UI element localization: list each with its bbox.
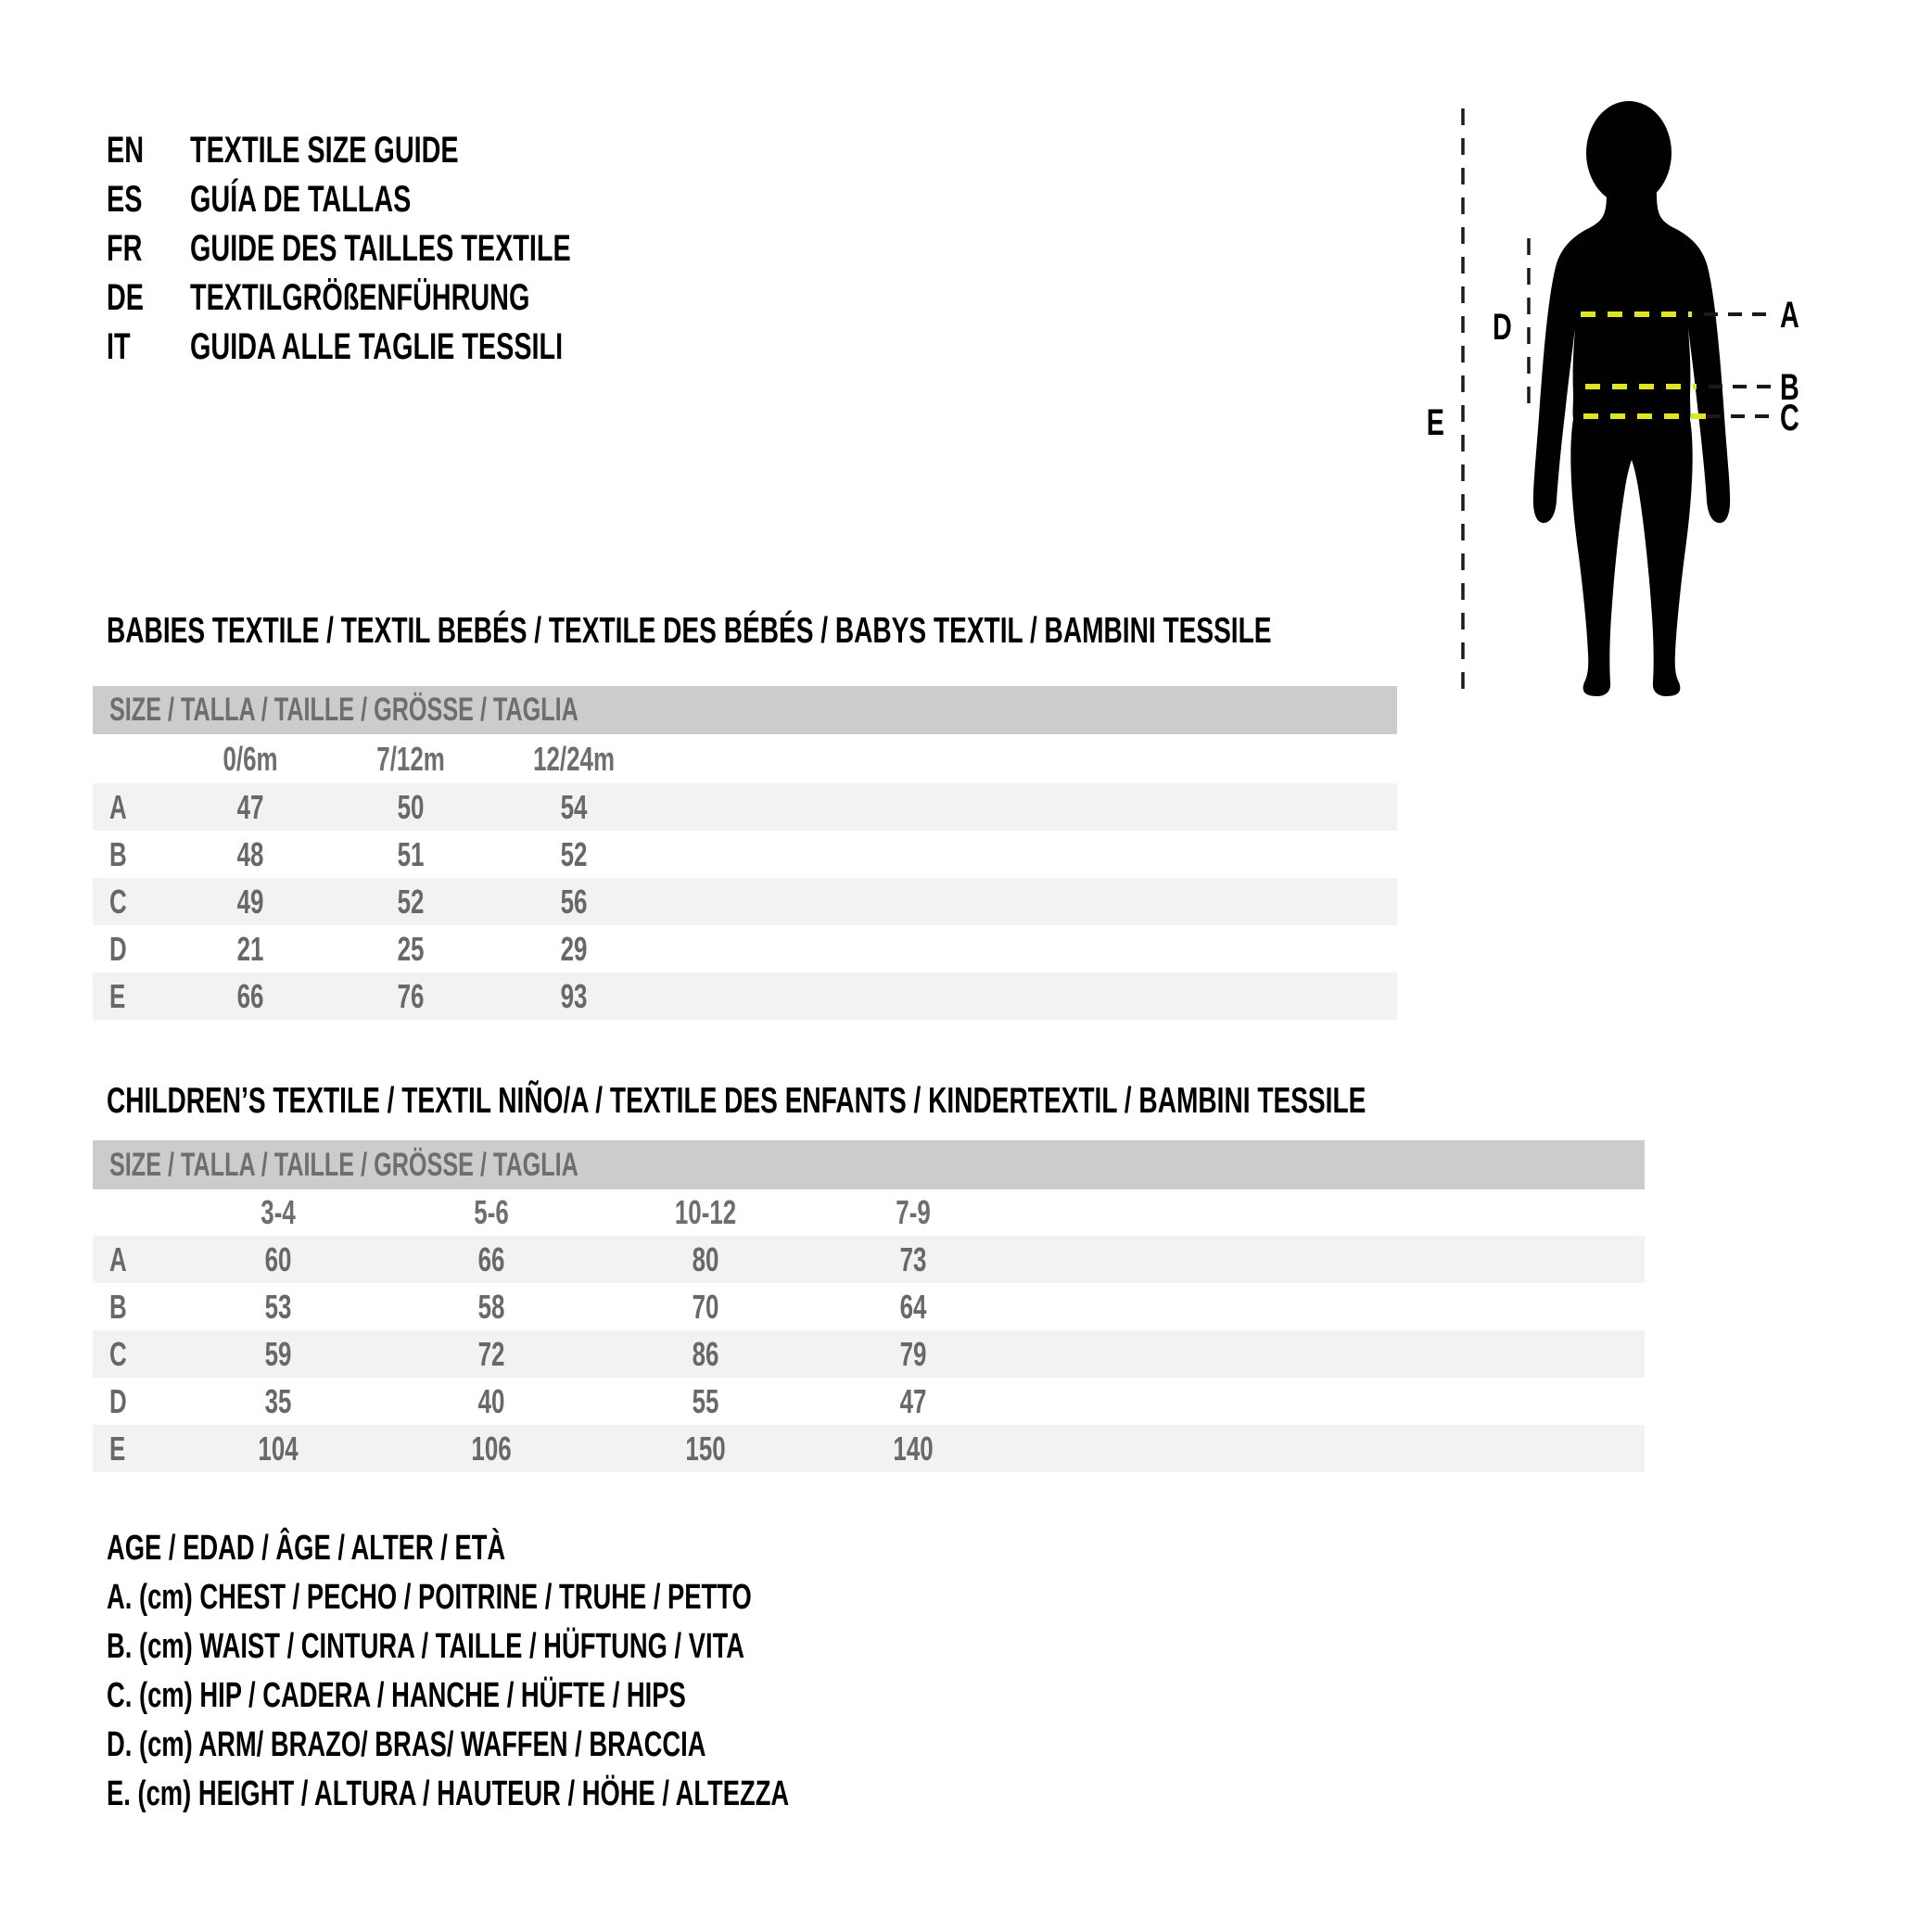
measure-label-waist: B <box>1779 367 1799 408</box>
children-size-header-bar: SIZE / TALLA / TAILLE / GRÖSSE / TAGLIA <box>93 1140 1645 1189</box>
table-row: C 59 72 86 79 <box>93 1330 1645 1378</box>
table-row: C 49 52 56 <box>93 878 1397 925</box>
lang-code-es: ES <box>107 179 143 220</box>
table-row: A 60 66 80 73 <box>93 1236 1645 1283</box>
lang-title-en: TEXTILE SIZE GUIDE <box>190 130 459 171</box>
children-section-title: CHILDREN’S TEXTILE / TEXTIL NIÑO/A / TEXTILE DES ENFANTS / KINDERTEXTIL / BAMBINI TESSILE <box>107 1081 1366 1121</box>
lang-title-es: GUÍA DE TALLAS <box>190 179 412 220</box>
lang-code-de: DE <box>107 277 145 318</box>
legend-waist: B. (cm) WAIST / CINTURA / TAILLE / HÜFTUNG / VITA <box>107 1627 745 1666</box>
legend-arm: D. (cm) ARM/ BRAZO/ BRAS/ WAFFEN / BRACCIA <box>107 1725 706 1764</box>
children-column-header-row <box>93 1189 1645 1236</box>
babies-col-12-24m: 12/24m <box>533 739 615 778</box>
lang-code-en: EN <box>107 130 145 171</box>
legend-height: E. (cm) HEIGHT / ALTURA / HAUTEUR / HÖHE / ALTEZZA <box>107 1774 790 1813</box>
lang-code-fr: FR <box>107 228 143 269</box>
legend-chest: A. (cm) CHEST / PECHO / POITRINE / TRUHE / PETTO <box>107 1578 752 1617</box>
lang-title-it: GUIDA ALLE TAGLIE TESSILI <box>190 326 564 367</box>
babies-col-7-12m: 7/12m <box>376 739 445 778</box>
babies-size-header-bar: SIZE / TALLA / TAILLE / GRÖSSE / TAGLIA <box>93 686 1397 734</box>
children-col-5-6: 5-6 <box>474 1193 509 1231</box>
silhouette-head <box>1586 101 1671 205</box>
babies-col-0-6m: 0/6m <box>222 739 278 778</box>
babies-section-title: BABIES TEXTILE / TEXTIL BEBÉS / TEXTILE DES BÉBÉS / BABYS TEXTIL / BAMBINI TESSILE <box>107 611 1272 651</box>
table-row: D 21 25 29 <box>109 929 588 968</box>
lang-title-fr: GUIDE DES TAILLES TEXTILE <box>190 228 571 269</box>
children-col-3-4: 3-4 <box>261 1193 296 1231</box>
table-row: A 47 50 54 <box>93 783 1397 831</box>
table-row: E 104 106 150 140 <box>93 1425 1645 1472</box>
children-col-7-9: 7-9 <box>896 1193 931 1231</box>
measure-label-hip: C <box>1779 398 1799 439</box>
table-row: B 53 58 70 64 <box>109 1287 927 1326</box>
table-row: E 66 76 93 <box>93 972 1397 1020</box>
measure-label-arm: D <box>1492 307 1512 348</box>
measure-label-chest: A <box>1779 295 1799 336</box>
table-row: B 48 51 52 <box>109 834 588 873</box>
measure-label-height: E <box>1426 402 1444 443</box>
table-row: D 35 40 55 47 <box>109 1381 927 1420</box>
lang-code-it: IT <box>107 326 131 367</box>
babies-column-header-row <box>93 734 1397 783</box>
legend-age: AGE / EDAD / ÂGE / ALTER / ETÀ <box>107 1529 506 1568</box>
lang-title-de: TEXTILGRÖßENFÜHRUNG <box>190 277 530 318</box>
children-col-10-12: 10-12 <box>675 1193 737 1231</box>
legend-hip: C. (cm) HIP / CADERA / HANCHE / HÜFTE / HIPS <box>107 1676 686 1715</box>
